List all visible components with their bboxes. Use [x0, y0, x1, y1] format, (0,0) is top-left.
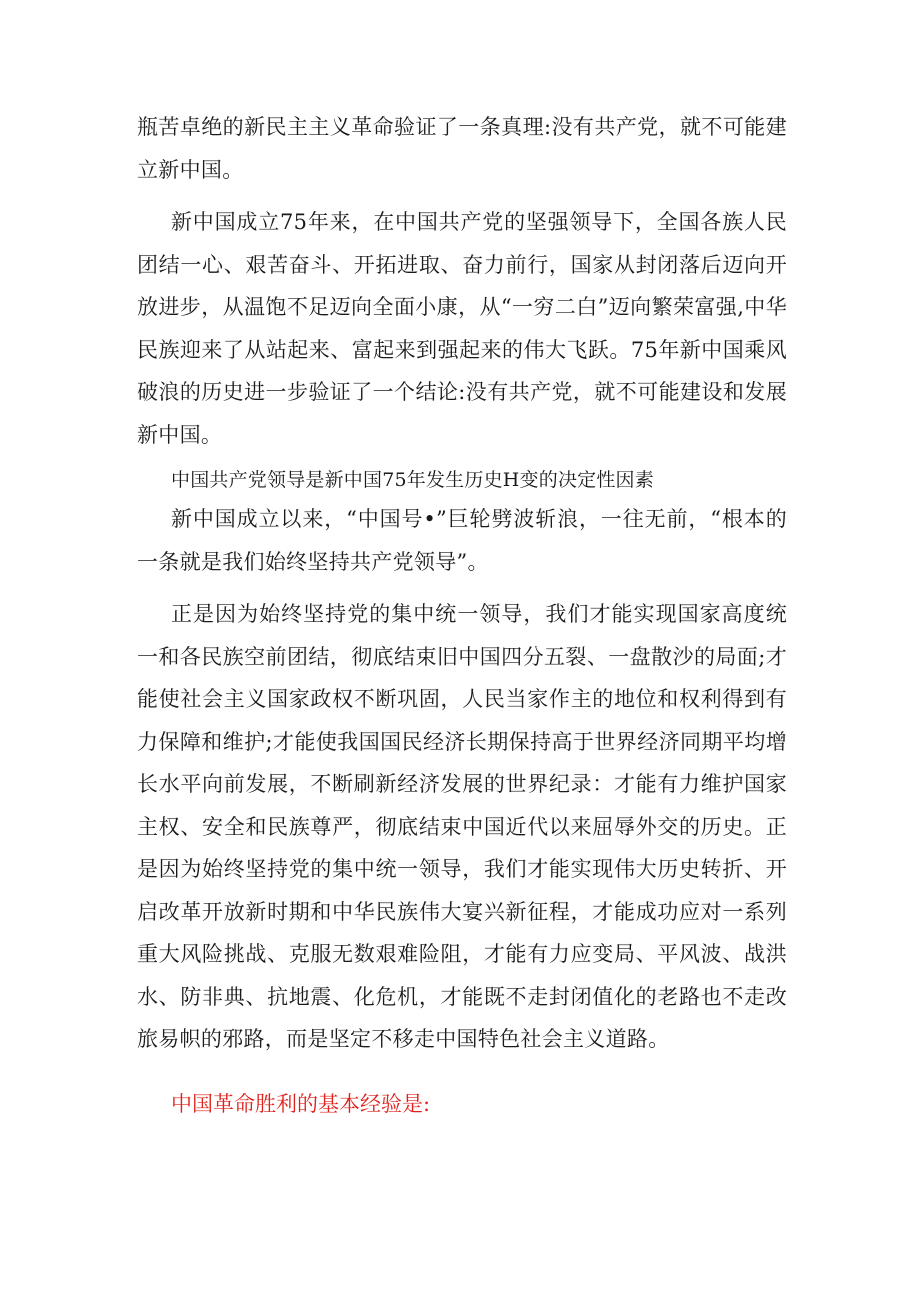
- paragraph-china-ship: 新中国成立以来，“中国号•”巨轮劈波斩浪，一往无前，“根本的一条就是我们始终坚持共产党领导”。: [137, 507, 787, 574]
- paragraph-truth: 瓶苦卓绝的新民主主义革命验证了一条真理:没有共产党，就不可能建立新中国。: [137, 115, 787, 182]
- paragraph-party-leadership: 正是因为始终坚持党的集中统一领导，我们才能实现国家高度统一和各民族空前团结，彻底结束旧中国四分五裂、一盘散沙的局面;才能使社会主义国家政权不断巩固，人民当家作主的地位和权利得到有力保障和维护;才能使我国国民经济长期保持高于世界经济同期平均增长水平向前发展，不断刷新经济发展的世界纪录：才能有力维护国家主权、安全和民族尊严，彻底结束中国近代以来屈辱外交的历史。正是因为始终坚持党的集中统一领导，我们才能实现伟大历史转折、开启改革开放新时期和中华民族伟大宴兴新征程，才能成功应对一系列重大风险挑战、克服无数艰难险阻，才能有力应变局、平风波、战洪水、防非典、抗地震、化危机，才能既不走封闭值化的老路也不走改旅易帜的邪路，而是坚定不移走中国特色社会主义道路。: [137, 602, 787, 1051]
- paragraph-75-years: 新中国成立75年来，在中国共产党的坚强领导下，全国各族人民团结一心、艰苦奋斗、开拓进取、奋力前行，国家从封闭落后迈向开放进步，从温饱不足迈向全面小康，从“一穷二白”迈向繁荣富强,中华民族迎来了从站起来、富起来到强起来的伟大飞跃。75年新中国乘风破浪的历史进一步验证了一个结论:没有共产党，就不可能建设和发展新中国。: [137, 210, 787, 447]
- red-section-heading: 中国革命胜利的基本经验是:: [171, 1091, 431, 1116]
- section-heading: 中国共产党领导是新中国75年发生历史H变的决定性因素: [171, 469, 654, 491]
- document-body: [137, 106, 787, 1125]
